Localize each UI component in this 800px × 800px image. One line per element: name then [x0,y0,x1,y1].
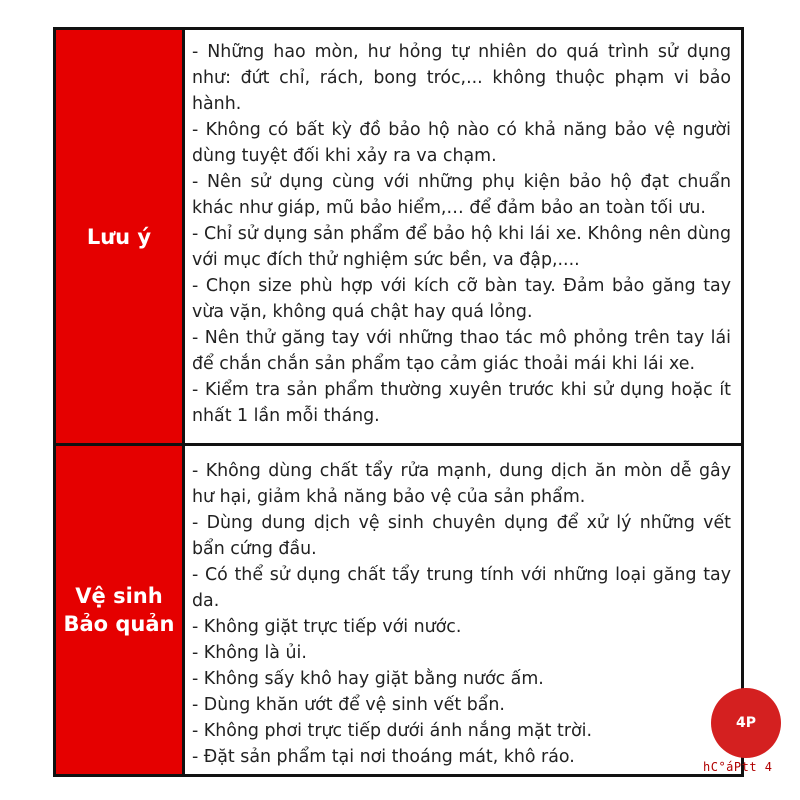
list-item: - Dùng dung dịch vệ sinh chuyên dụng để xử lý những vết bẩn cứng đầu. [192,513,731,559]
list-item: - Không phơi trực tiếp dưới ánh nắng mặt trời. [192,721,592,741]
list-item: - Nên thử găng tay với những thao tác mô phỏng trên tay lái để chắn chắn sản phẩm tạo cảm giác thoải mái khi lái xe. [192,328,731,374]
care-list [192,458,731,770]
logo-circle-icon: 4P [711,688,781,758]
care-instructions-table [53,27,744,777]
list-item: - Đặt sản phẩm tại nơi thoáng mát, khô ráo. [192,747,575,767]
list-item: - Không là ủi. [192,643,307,663]
list-item: - Chỉ sử dụng sản phẩm để bảo hộ khi lái xe. Không nên dùng với mục đích thử nghiệm sức bền, va đập,.... [192,224,731,270]
list-item: - Có thể sử dụng chất tẩy trung tính với những loại găng tay da. [192,565,731,611]
list-item: - Những hao mòn, hư hỏng tự nhiên do quá trình sử dụng như: đứt chỉ, rách, bong tróc,... không thuộc phạm vi bảo hành. [192,42,731,114]
list-item: - Không giặt trực tiếp với nước. [192,617,462,637]
watermark-text: hC°áPtt 4 [703,760,773,774]
content-cell-ve-sinh-bao-quan [185,443,741,774]
list-item: - Nên sử dụng cùng với những phụ kiện bảo hộ đạt chuẩn khác như giáp, mũ bảo hiểm,… để đảm bảo an toàn tối ưu. [192,172,731,218]
category-cell-ve-sinh-bao-quan: Vệ sinh Bảo quản [56,443,185,774]
category-cell-luu-y: Lưu ý [56,30,185,443]
brand-logo [711,688,781,758]
list-item: - Không sấy khô hay giặt bằng nước ấm. [192,669,544,689]
list-item: - Chọn size phù hợp với kích cỡ bàn tay. Đảm bảo găng tay vừa vặn, không quá chật hay quá lỏng. [192,276,731,322]
notes-list [192,39,731,429]
content-cell-luu-y [185,30,741,443]
list-item: - Không có bất kỳ đồ bảo hộ nào có khả năng bảo vệ người dùng tuyệt đối khi xảy ra va chạm. [192,120,731,166]
list-item: - Không dùng chất tẩy rửa mạnh, dung dịch ăn mòn dễ gây hư hại, giảm khả năng bảo vệ của sản phẩm. [192,461,731,507]
list-item: - Dùng khăn ướt để vệ sinh vết bẩn. [192,695,505,715]
list-item: - Kiểm tra sản phẩm thường xuyên trước khi sử dụng hoặc ít nhất 1 lần mỗi tháng. [192,380,731,426]
